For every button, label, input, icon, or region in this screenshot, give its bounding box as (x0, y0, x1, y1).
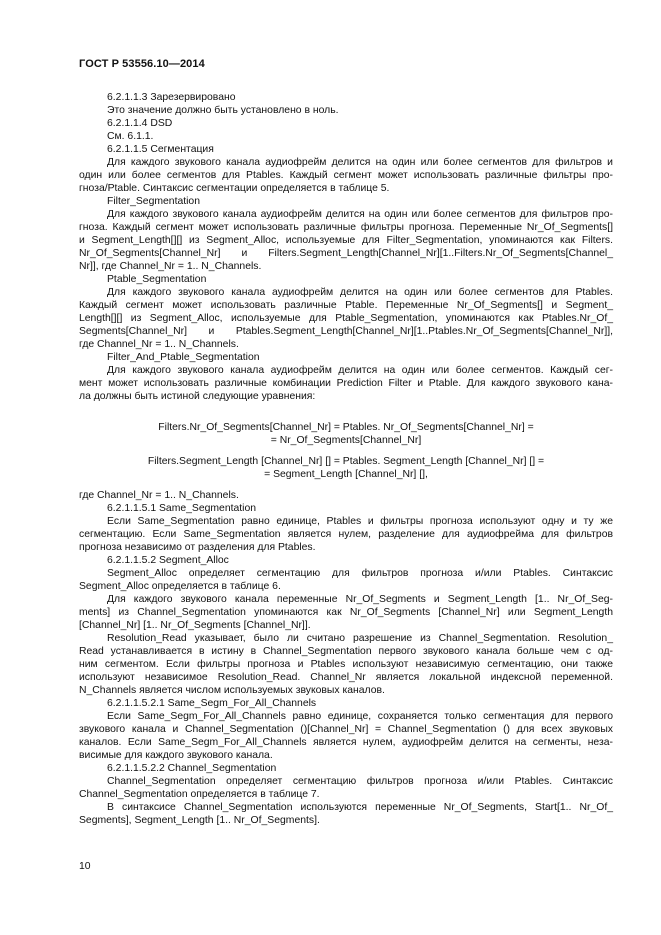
text-line: прогноза независимо от разделения для Ptables. (79, 542, 316, 553)
text-line: См. 6.1.1. (107, 131, 154, 142)
text-line: Filter_Segmentation (107, 196, 200, 207)
text-line: Для каждого звукового канала аудиофрейм делится на один или более сегментов для фильтров про- (107, 209, 613, 220)
text-line: [Channel_Nr] [1.. Nr_Of_Segments [Channel_Nr]]. (79, 620, 311, 631)
text-line: 6.2.1.1.5.1 Same_Segmentation (107, 503, 257, 514)
text-line: ла должны быть истиной следующие уравнения: (79, 391, 316, 402)
text-line: звукового канала и Channel_Segmentation ()[Channel_Nr] = Channel_Segmentation () для всех звуковых (79, 724, 613, 735)
text-line: висимые для каждого звукового канала. (79, 750, 273, 761)
equation-line: = Segment_Length [Channel_Nr] [], (264, 469, 428, 480)
text-line: Ptable_Segmentation (107, 274, 207, 285)
text-line: 6.2.1.1.4 DSD (107, 118, 173, 129)
text-line: 6.2.1.1.5.2.2 Channel_Segmentation (107, 763, 277, 774)
text-line: Если Same_Segmentation равно единице, Ptables и фильтры прогноза используют одну и ту же (107, 516, 613, 527)
text-line: Resolution_Read указывает, было ли считано разрешение из Channel_Segmentation. Resolution_ (107, 633, 613, 644)
text-line: Read устанавливается в истину в Channel_Segmentation первого звукового канала больше чем с од- (79, 646, 613, 657)
text-line: Channel_Segmentation определяется в таблице 7. (79, 789, 320, 800)
text-line: мент может использовать различные комбинации Prediction Filter и Ptable. Для каждого звукового кана- (79, 378, 613, 389)
text-line: N_Channels является числом используемых звуковых каналов. (79, 685, 385, 696)
text-line: где Channel_Nr = 1.. N_Channels. (79, 490, 239, 501)
equation-line: = Nr_Of_Segments[Channel_Nr] (270, 435, 422, 446)
document-header: ГОСТ Р 53556.10—2014 (79, 58, 205, 70)
text-line: Для каждого звукового канала аудиофрейм делится на один или более сегментов для фильтров и (107, 157, 613, 168)
text-line: 6.2.1.1.5.2.1 Same_Segm_For_All_Channels (107, 698, 317, 709)
text-line: Каждый сегмент может использовать различные Ptable. Переменные Nr_Of_Segments[] и Segment_ (79, 300, 613, 311)
text-line: Для каждого звукового канала аудиофрейм делится на один или более сегментов для Ptables. (107, 287, 613, 298)
text-line: Для каждого звукового канала аудиофрейм делится на один или более сегментов. Каждый сег- (107, 365, 613, 376)
text-line: Segments], Segment_Length [1.. Nr_Of_Segments]. (79, 815, 320, 826)
text-line: Segments[Channel_Nr] и Ptables.Segment_Length[Channel_Nr][1..Ptables.Nr_Of_Segments[Channel_Nr]], (79, 326, 613, 337)
text-line: Segment_Alloc определяет сегментацию для фильтров прогноза и/или Ptables. Синтаксис (107, 568, 613, 579)
text-line: Length[][] из Segment_Alloc, используемые для Ptable_Segmentation, упоминаются как Ptables.Nr_Of_ (79, 313, 613, 324)
text-line: один или более сегментов для Ptables. Каждый сегмент может использовать различные фильтры про- (79, 170, 613, 181)
text-line: ним сегментом. Если фильтры прогноза и Ptables используют независимую сегментацию, они также (79, 659, 613, 670)
page-number: 10 (79, 861, 91, 872)
text-line: В синтаксисе Channel_Segmentation используются переменные Nr_Of_Segments, Start[1.. Nr_Of_ (107, 802, 613, 813)
text-line: каналов. Если Same_Segm_For_All_Channels является нулем, аудиофрейм делится на сегменты, неза- (79, 737, 613, 748)
text-line: где Channel_Nr = 1.. N_Channels. (79, 339, 239, 350)
text-line: Filter_And_Ptable_Segmentation (107, 352, 260, 363)
text-line: 6.2.1.1.5 Сегментация (107, 144, 214, 155)
text-line: Для каждого звукового канала переменные Nr_Of_Segments и Segment_Length [1.. Nr_Of_Seg- (107, 594, 613, 605)
text-line: гноза. Каждый сегмент может использовать различные фильтры прогноза. Переменные Nr_Of_Segments[] (79, 222, 613, 233)
text-line: 6.2.1.1.5.2 Segment_Alloc (107, 555, 229, 566)
equation-line: Filters.Segment_Length [Channel_Nr] [] = Ptables. Segment_Length [Channel_Nr] [] = (147, 456, 545, 467)
text-line: Если Same_Segm_For_All_Channels равно единице, сохраняется только сегментация для первого (107, 711, 613, 722)
text-line: Это значение должно быть установлено в ноль. (107, 105, 339, 116)
text-line: сегментацию. Если Same_Segmentation является нулем, разделение для аудиофрейма для фильтров (79, 529, 613, 540)
text-line: используют независимое Resolution_Read. Channel_Nr является локальной индексной переменной. (79, 672, 613, 683)
text-line: ments] из Channel_Segmentation упоминаются как Nr_Of_Segments [Channel_Nr] или Segment_Length (79, 607, 613, 618)
equation-line: Filters.Nr_Of_Segments[Channel_Nr] = Ptables. Nr_Of_Segments[Channel_Nr] = (158, 422, 534, 433)
text-line: Nr_Of_Segments[Channel_Nr] и Filters.Segment_Length[Channel_Nr][1..Filters.Nr_Of_Segments[Channel_ (79, 248, 613, 259)
text-line: Segment_Alloc определяется в таблице 6. (79, 581, 281, 592)
text-line: Nr]], где Channel_Nr = 1.. N_Channels. (79, 261, 262, 272)
text-line: Channel_Segmentation определяет сегментацию фильтров прогноза и/или Ptables. Синтаксис (107, 776, 613, 787)
text-line: и Segment_Length[][] из Segment_Alloc, используемые для Filter_Segmentation, упоминаются как Filters. (79, 235, 613, 246)
text-line: 6.2.1.1.3 Зарезервировано (107, 92, 236, 103)
text-line: гноза/Ptable. Синтаксис сегментации определяется в таблице 5. (79, 183, 390, 194)
